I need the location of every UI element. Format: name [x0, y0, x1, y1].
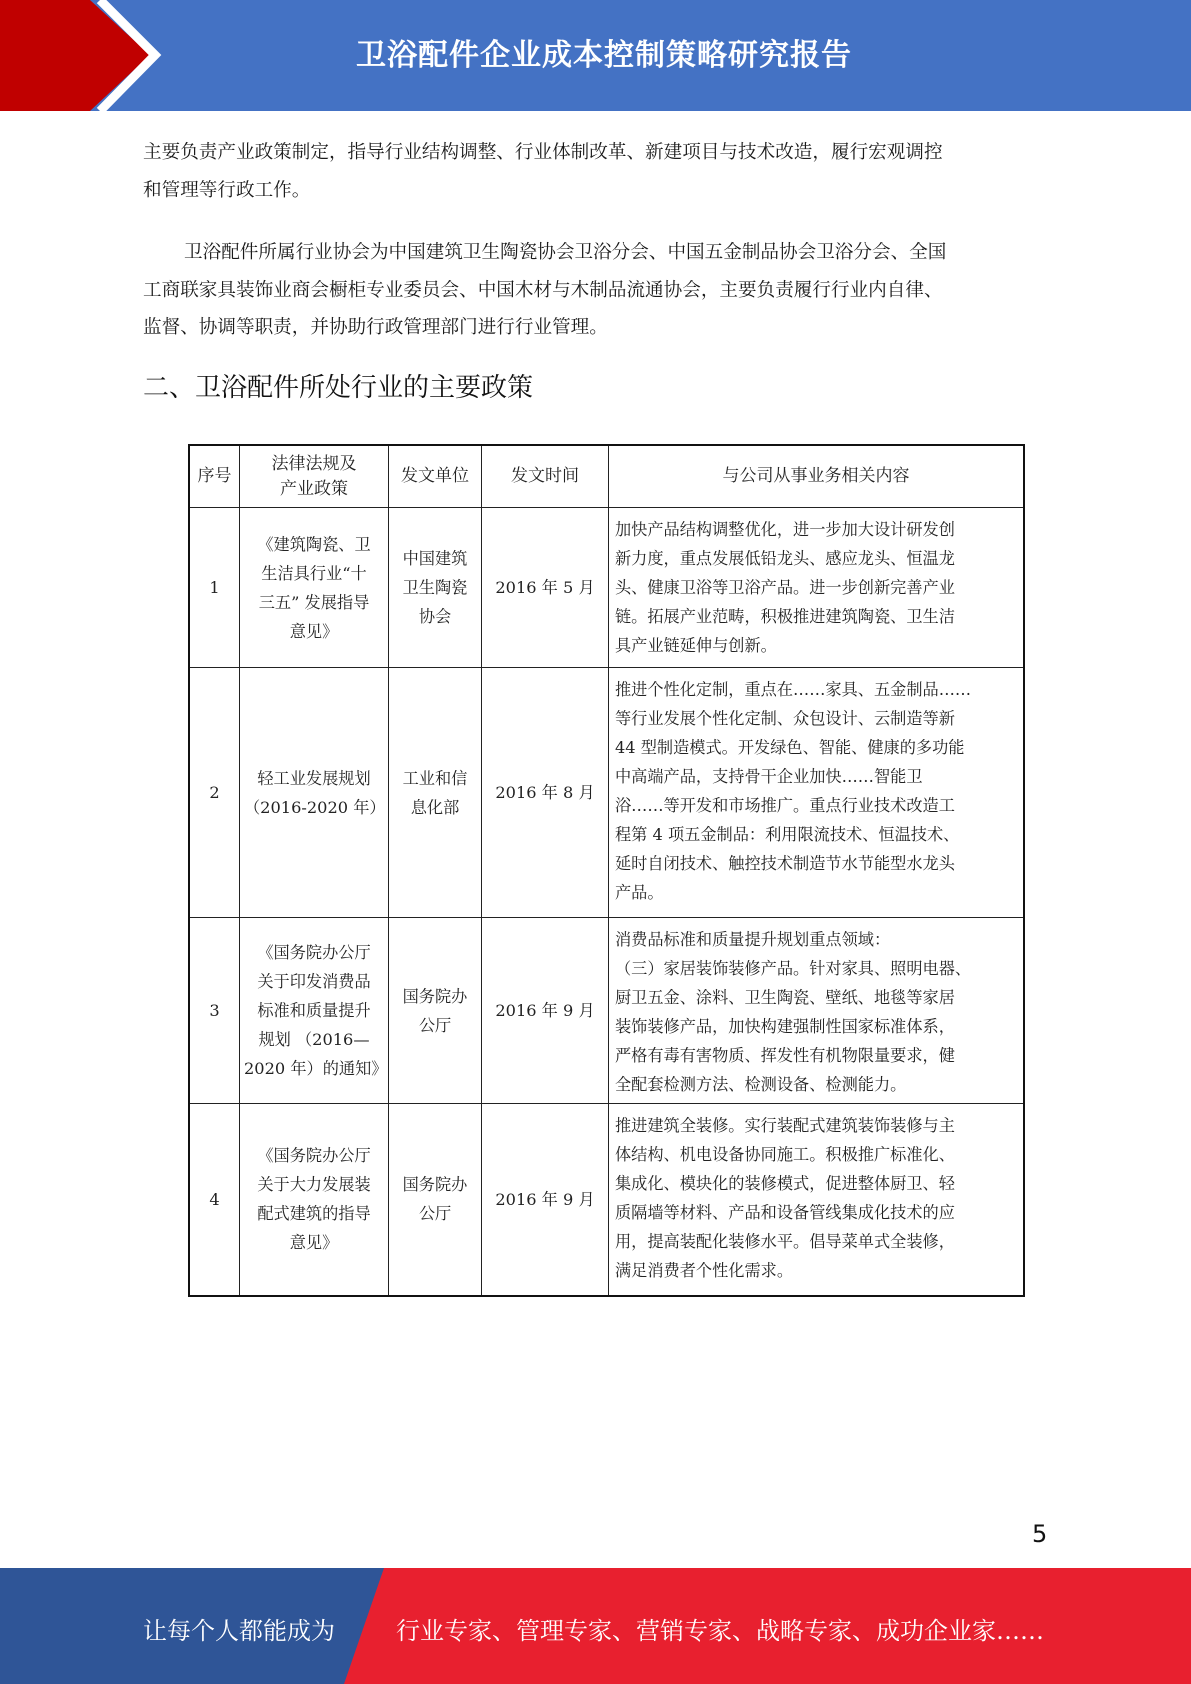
law-line: 轻工业发展规划: [257, 768, 371, 788]
content-line: 头、健康卫浴等卫浴产品。进一步创新完善产业: [615, 578, 955, 597]
law-line: 关于大力发展装: [257, 1175, 371, 1195]
unit-line: 卫生陶瓷: [402, 578, 468, 597]
unit-line: 工业和信: [402, 768, 468, 788]
cell-no: 2: [189, 668, 240, 918]
content-line: 延时自闭技术、触控技术制造节水节能型水龙头: [615, 854, 955, 873]
law-line: 意见》: [289, 1233, 339, 1253]
cell-content: [609, 668, 1025, 918]
cell-date: 2016 年 8 月: [482, 668, 609, 918]
law-line: 《国务院办公厅: [257, 943, 371, 962]
law-line: 意见》: [289, 621, 339, 641]
paragraph-line: 工商联家具装饰业商会橱柜专业委员会、中国木材与木制品流通协会，主要负责履行行业内自律、: [143, 279, 943, 301]
paragraph-line: 卫浴配件所属行业协会为中国建筑卫生陶瓷协会卫浴分会、中国五金制品协会卫浴分会、全国: [184, 242, 947, 263]
unit-line: 中国建筑: [402, 549, 468, 568]
cell-no: 3: [189, 918, 240, 1104]
law-line: 《建筑陶瓷、卫: [257, 534, 371, 554]
law-line: 生洁具行业“十: [261, 563, 367, 583]
law-line: 配式建筑的指导: [257, 1204, 371, 1224]
content-line: 等行业发展个性化定制、众包设计、云制造等新: [615, 709, 955, 728]
header-banner: [0, 0, 1191, 111]
cell-law: [240, 1104, 389, 1296]
paragraph-line: 监督、协调等职责，并协助行政管理部门进行行业管理。: [143, 317, 608, 338]
policy-table: [188, 444, 1025, 1297]
cell-no: 4: [189, 1104, 240, 1296]
law-line: 《国务院办公厅: [257, 1146, 371, 1166]
footer-slogan-right: 行业专家、管理专家、营销专家、战略专家、成功企业家……: [396, 1617, 1044, 1645]
paragraph-2: [143, 234, 1048, 347]
content-line: 全配套检测方法、检测设备、检测能力。: [615, 1075, 907, 1094]
content-line: 浴……等开发和市场推广。重点行业技术改造工: [615, 796, 955, 815]
footer-slogan-left: 让每个人都能成为: [143, 1617, 335, 1645]
document-title: 卫浴配件企业成本控制策略研究报告: [356, 38, 852, 73]
header-law-line: 法律法规及: [271, 453, 357, 474]
header-cell-content: 与公司从事业务相关内容: [609, 445, 1025, 508]
cell-unit: [389, 918, 482, 1104]
page-number: 5: [1032, 1520, 1048, 1548]
unit-line: 公厅: [418, 1015, 452, 1035]
cell-law: [240, 918, 389, 1104]
table-row: [189, 918, 1024, 1104]
content-line: 推进建筑全装修。实行装配式建筑装饰装修与主: [615, 1116, 955, 1135]
cell-date: 2016 年 9 月: [482, 1104, 609, 1296]
footer-banner: [0, 1568, 1191, 1684]
cell-law: [240, 668, 389, 918]
content-line: 体结构、机电设备协同施工。积极推广标准化、: [615, 1145, 955, 1164]
content-line: 新力度，重点发展低铅龙头、感应龙头、恒温龙: [615, 549, 955, 568]
table-row: [189, 668, 1024, 918]
content-line: 消费品标准和质量提升规划重点领域：: [615, 930, 891, 949]
header-cell-date: 发文时间: [482, 445, 609, 508]
section-heading: 二、卫浴配件所处行业的主要政策: [143, 373, 534, 403]
cell-content: [609, 1104, 1025, 1296]
content-line: 厨卫五金、涂料、卫生陶瓷、壁纸、地毯等家居: [615, 988, 955, 1007]
unit-line: 国务院办: [402, 986, 468, 1006]
content-line: （三）家居装饰装修产品。针对家具、照明电器、: [615, 959, 972, 978]
law-line: 规划 （2016—: [258, 1030, 370, 1049]
cell-content: [609, 508, 1025, 668]
cell-unit: [389, 508, 482, 668]
content-line: 中高端产品，支持骨干企业加快……智能卫: [615, 767, 923, 786]
cell-unit: [389, 1104, 482, 1296]
content-line: 装饰装修产品，加快构建强制性国家标准体系，: [615, 1017, 955, 1036]
header-law-line: 产业政策: [280, 478, 348, 499]
cell-date: 2016 年 9 月: [482, 918, 609, 1104]
table-header-row: [189, 445, 1024, 508]
law-line: 关于印发消费品: [257, 972, 371, 991]
content-line: 加快产品结构调整优化，进一步加大设计研发创: [615, 520, 955, 539]
cell-no: 1: [189, 508, 240, 668]
paragraph-line: 主要负责产业政策制定，指导行业结构调整、行业体制改革、新建项目与技术改造，履行宏观调控: [143, 142, 943, 163]
cell-unit: [389, 668, 482, 918]
content-line: 集成化、模块化的装修模式，促进整体厨卫、轻: [615, 1174, 955, 1193]
header-cell-law: [240, 445, 389, 508]
content-line: 链。拓展产业范畴，积极推进建筑陶瓷、卫生洁: [615, 607, 955, 626]
content-line: 产品。: [615, 883, 664, 902]
header-cell-no: 序号: [189, 445, 240, 508]
law-line: （2016-2020 年）: [244, 797, 386, 817]
law-line: 三五” 发展指导: [258, 592, 370, 612]
content-line: 质隔墙等材料、产品和设备管线集成化技术的应: [615, 1203, 955, 1222]
content-line: 严格有毒有害物质、挥发性有机物限量要求，健: [615, 1046, 955, 1065]
paragraph-1: [143, 134, 1048, 209]
content-line: 具产业链延伸与创新。: [615, 636, 777, 655]
law-line: 2020 年）的通知》: [244, 1059, 388, 1078]
paragraph-line: 和管理等行政工作。: [143, 179, 311, 201]
unit-line: 公厅: [418, 1204, 452, 1224]
content-line: 程第 4 项五金制品：利用限流技术、恒温技术、: [615, 825, 960, 844]
unit-line: 协会: [418, 607, 452, 626]
unit-line: 国务院办: [402, 1175, 468, 1195]
red-arrow-shape: [0, 0, 150, 111]
law-line: 标准和质量提升: [257, 1001, 371, 1020]
unit-line: 息化部: [410, 797, 460, 817]
cell-content: [609, 918, 1025, 1104]
table-row: [189, 1104, 1024, 1296]
content-line: 推进个性化定制，重点在……家具、五金制品……: [615, 680, 972, 699]
header-cell-unit: 发文单位: [389, 445, 482, 508]
table-row: [189, 508, 1024, 668]
cell-date: 2016 年 5 月: [482, 508, 609, 668]
cell-law: [240, 508, 389, 668]
content-line: 满足消费者个性化需求。: [615, 1261, 794, 1280]
content-line: 用，提高装配化装修水平。倡导菜单式全装修，: [615, 1232, 955, 1251]
content-line: 44 型制造模式。开发绿色、智能、健康的多功能: [615, 738, 965, 757]
